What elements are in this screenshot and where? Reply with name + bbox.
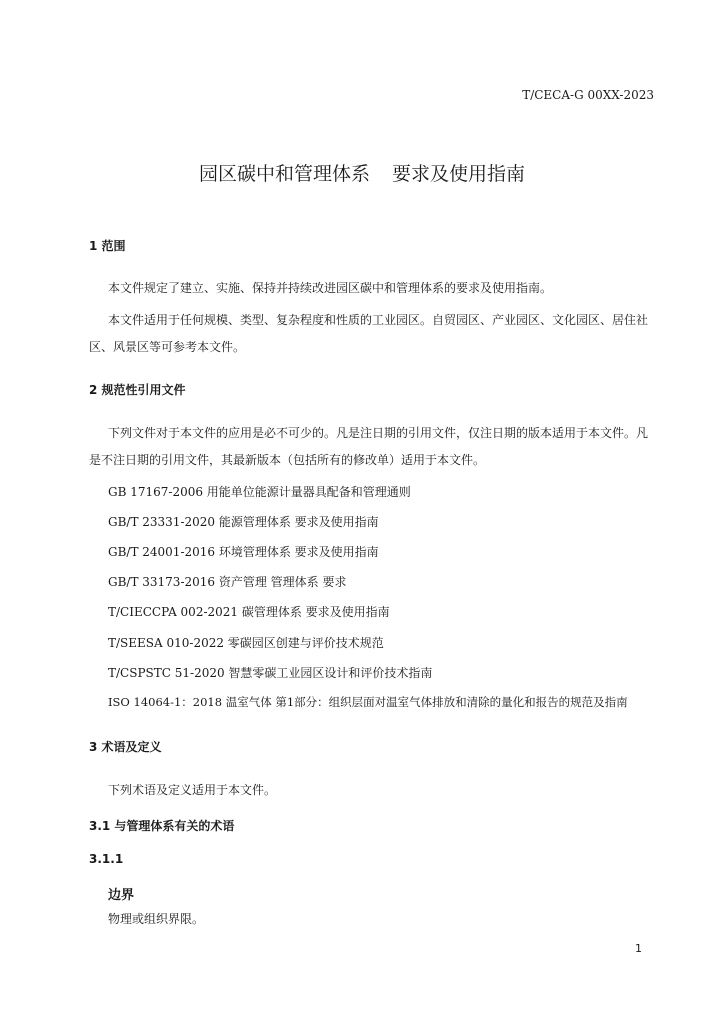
page-number: 1 [635, 942, 642, 955]
reference-item: GB/T 23331-2020 能源管理体系 要求及使用指南 [108, 515, 379, 529]
reference-item: GB 17167-2006 用能单位能源计量器具配备和管理通则 [108, 485, 411, 499]
subsection-3-1-heading: 3.1 与管理体系有关的术语 [89, 819, 235, 833]
reference-item: T/CIECCPA 002-2021 碳管理体系 要求及使用指南 [108, 605, 390, 619]
reference-item: T/CSPSTC 51-2020 智慧零碳工业园区设计和评价技术指南 [108, 666, 433, 680]
section-1-paragraph-1: 本文件规定了建立、实施、保持并持续改进园区碳中和管理体系的要求及使用指南。 [108, 281, 553, 295]
title-main: 园区碳中和管理体系 [198, 163, 370, 185]
section-2-paragraph-line-1: 下列文件对于本文件的应用是必不可少的。凡是注日期的引用文件，仅注日期的版本适用于本文件。凡 [108, 426, 649, 440]
term-number: 3.1.1 [89, 852, 124, 866]
section-2-paragraph-line-2: 是不注日期的引用文件，其最新版本（包括所有的修改单）适用于本文件。 [89, 453, 486, 467]
page-title [0, 159, 724, 186]
section-1-paragraph-2-line-2: 区、风景区等可参考本文件。 [89, 340, 246, 354]
reference-item: GB/T 24001-2016 环境管理体系 要求及使用指南 [108, 545, 379, 559]
section-2-heading: 2 规范性引用文件 [89, 383, 186, 397]
reference-item: GB/T 33173-2016 资产管理 管理体系 要求 [108, 575, 347, 589]
reference-item: T/SEESA 010-2022 零碳园区创建与评价技术规范 [108, 636, 384, 650]
term-name: 边界 [108, 888, 135, 903]
title-subtitle: 要求及使用指南 [392, 163, 526, 185]
section-1-paragraph-2-line-1: 本文件适用于任何规模、类型、复杂程度和性质的工业园区。自贸园区、产业园区、文化园区、居住社 [108, 313, 649, 327]
document-id: T/CECA-G 00XX-2023 [522, 88, 654, 102]
term-definition: 物理或组织界限。 [108, 912, 205, 926]
section-3-heading: 3 术语及定义 [89, 740, 162, 754]
reference-item: ISO 14064-1：2018 温室气体 第1部分：组织层面对温室气体排放和清除的量化和报告的规范及指南 [108, 695, 628, 709]
section-1-heading: 1 范围 [89, 239, 126, 253]
section-3-paragraph: 下列术语及定义适用于本文件。 [108, 783, 277, 797]
